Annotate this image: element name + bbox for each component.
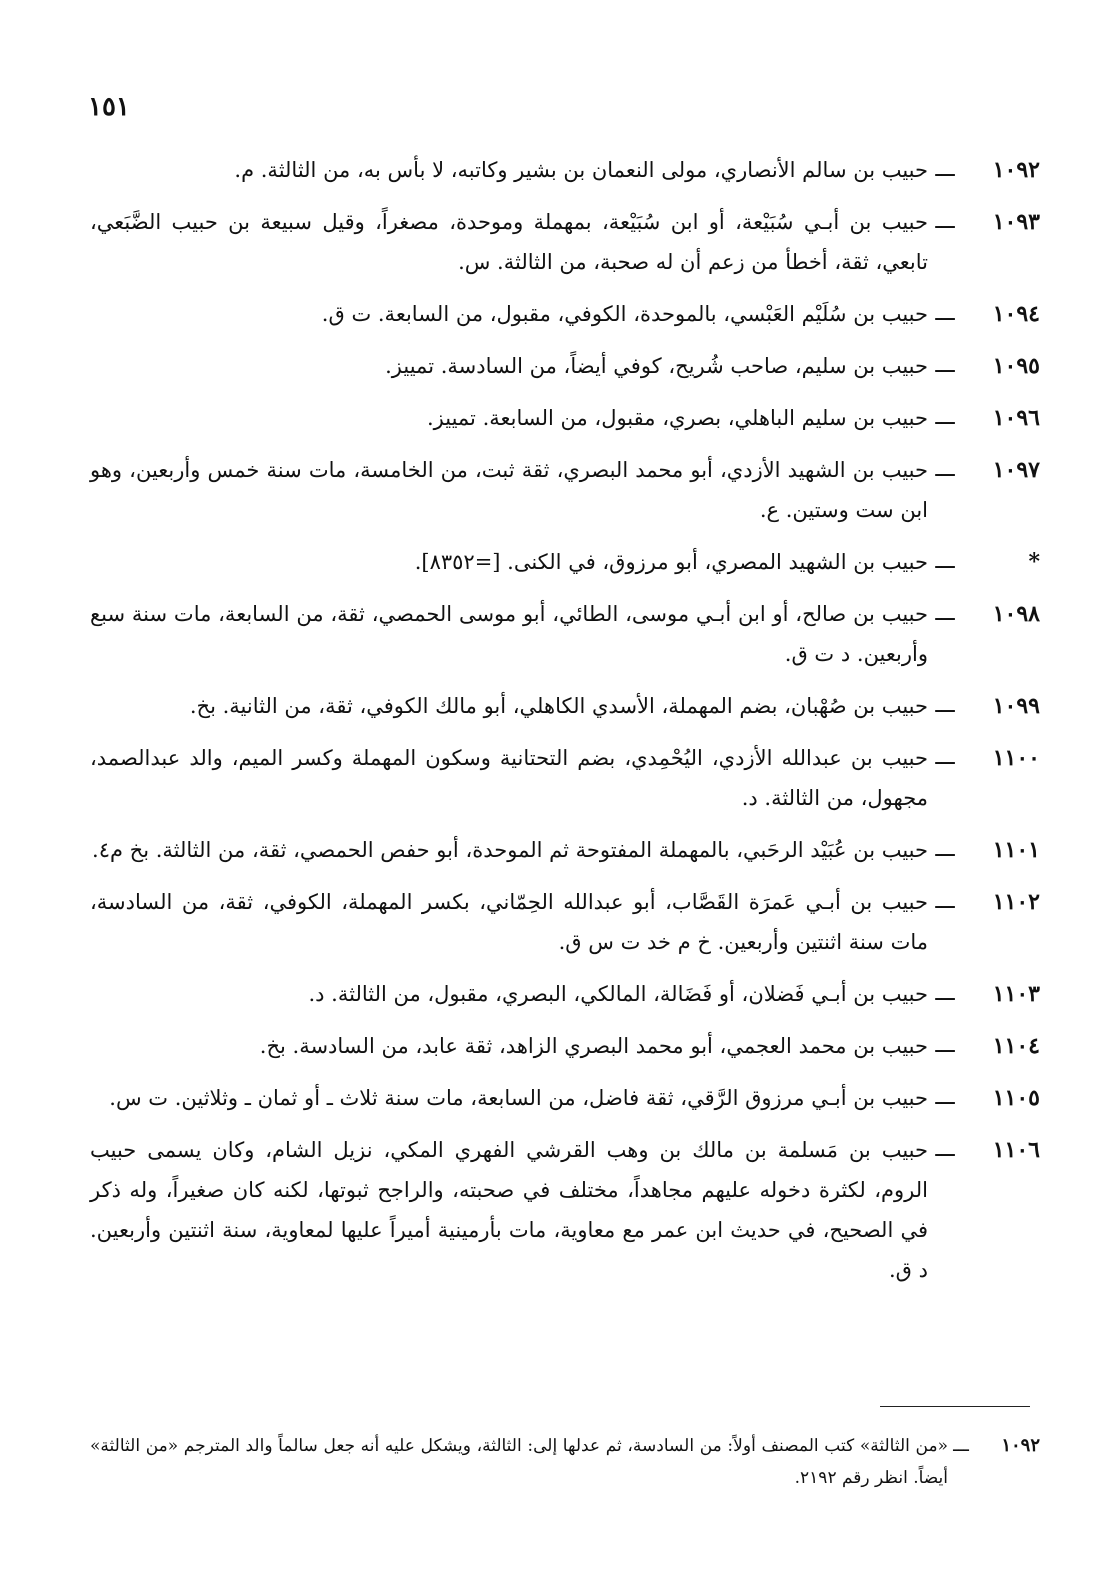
entry-star-cross-reference xyxy=(90,542,1040,582)
entry-dash: ـــ xyxy=(935,889,955,914)
entry-1101 xyxy=(90,830,1040,870)
entry-number: ١٠٩٦ xyxy=(992,405,1040,431)
entry-number: ١٠٩٢ xyxy=(992,157,1040,183)
entry-1104 xyxy=(90,1026,1040,1066)
entry-1096 xyxy=(90,398,1040,438)
entry-text: حبيب بن صالح، أو ابن أبـي موسى، الطائي، أبو موسى الحمصي، ثقة، من السابعة، مات سنة سبع وأربعين. د ت ق. xyxy=(90,602,928,666)
entry-dash: ـــ xyxy=(935,157,955,182)
entry-dash: ـــ xyxy=(935,1085,955,1110)
entry-text: حبيب بن أبـي مرزوق الرَّقي، ثقة فاضل، من السابعة، مات سنة ثلاث ـ أو ثمان ـ وثلاثين. ت س. xyxy=(109,1086,928,1110)
entry-dash: ـــ xyxy=(935,405,955,430)
entry-dash: ـــ xyxy=(935,745,955,770)
entry-dash: ـــ xyxy=(935,301,955,326)
entry-number: ١٠٩٣ xyxy=(992,209,1040,235)
entry-text: حبيب بن صُهْبان، بضم المهملة، الأسدي الكاهلي، أبو مالك الكوفي، ثقة، من الثانية. بخ. xyxy=(189,694,928,718)
entry-1095 xyxy=(90,346,1040,386)
entry-number: ١١٠٥ xyxy=(992,1085,1040,1111)
entry-1098 xyxy=(90,594,1040,674)
entry-dash: ـــ xyxy=(935,549,955,574)
entry-1099 xyxy=(90,686,1040,726)
entry-number: ١٠٩٩ xyxy=(992,693,1040,719)
entry-number: ١٠٩٧ xyxy=(992,457,1040,483)
entry-text: حبيب بن سليم، صاحب شُريح، كوفي أيضاً، من السادسة. تمييز. xyxy=(385,354,928,378)
entry-1093 xyxy=(90,202,1040,282)
entry-number: ١٠٩٤ xyxy=(992,301,1040,327)
entry-1102 xyxy=(90,882,1040,962)
entry-text: حبيب بن سُلَيْم العَبْسي، بالموحدة، الكوفي، مقبول، من السابعة. ت ق. xyxy=(321,302,928,326)
entry-text: حبيب بن أبـي سُبَيْعة، أو ابن سُبَيْعة، بمهملة وموحدة، مصغراً، وقيل سبيعة بن حبيب الضَّبَعي، تابعي، ثقة، أخطأ من زعم أن له صحبة، من الثالثة. س. xyxy=(90,210,928,274)
entry-text: حبيب بن الشهيد الأزدي، أبو محمد البصري، ثقة ثبت، من الخامسة، مات سنة خمس وأربعين، وهو ابن ست وستين. ع. xyxy=(90,458,928,522)
entry-number: ١١٠٢ xyxy=(992,889,1040,915)
entry-text: حبيب بن سالم الأنصاري، مولى النعمان بن بشير وكاتبه، لا بأس به، من الثالثة. م. xyxy=(234,158,928,182)
entry-text: حبيب بن أبـي عَمرَة القَصَّاب، أبو عبدالله الحِمّاني، بكسر المهملة، الكوفي، ثقة، من السادسة، مات سنة اثنتين وأربعين. خ م خد ت س ق. xyxy=(90,890,928,954)
entry-1103 xyxy=(90,974,1040,1014)
entry-1092 xyxy=(90,150,1040,190)
entry-text: حبيب بن الشهيد المصري، أبو مرزوق، في الكنى. [=٨٣٥٢]. xyxy=(414,550,928,574)
footnote-dash: ـــ xyxy=(953,1435,969,1456)
entry-number: ١٠٩٨ xyxy=(992,601,1040,627)
entry-dash: ـــ xyxy=(935,693,955,718)
entry-text: حبيب بن محمد العجمي، أبو محمد البصري الزاهد، ثقة عابد، من السادسة. بخ. xyxy=(259,1034,928,1058)
entry-dash: ـــ xyxy=(935,1137,955,1162)
entry-star-marker: * xyxy=(1028,549,1040,575)
entry-dash: ـــ xyxy=(935,601,955,626)
entry-number: ١١٠١ xyxy=(992,837,1040,863)
entry-number: ١١٠٣ xyxy=(992,981,1040,1007)
footnote-number: ١٠٩٢ xyxy=(1001,1435,1040,1456)
entry-text: حبيب بن أبـي فَضلان، أو فَضَالة، المالكي، البصري، مقبول، من الثالثة. د. xyxy=(308,982,928,1006)
entry-1105 xyxy=(90,1078,1040,1118)
entry-dash: ـــ xyxy=(935,457,955,482)
entry-text: حبيب بن عُبَيْد الرحَبي، بالمهملة المفتوحة ثم الموحدة، أبو حفص الحمصي، ثقة، من الثالثة. بخ م٤. xyxy=(92,838,928,862)
footnote-text: «من الثالثة» كتب المصنف أولاً: من السادسة، ثم عدلها إلى: الثالثة، ويشكل عليه أنه جعل سالماً والد المترجم «من الثالثة» أيضاً. انظر رقم ٢١٩٢. xyxy=(90,1436,948,1488)
footnote xyxy=(90,1430,1040,1494)
entry-text: حبيب بن مَسلمة بن مالك بن وهب القرشي الفهري المكي، نزيل الشام، وكان يسمى حبيب الروم، لكثرة دخوله عليهم مجاهداً، مختلف في صحبته، والراجح ثبوتها، لكنه كان صغيراً، وله ذكر في الصحيح، في حديث ابن عمر مع معاوية، مات بأرمينية أميراً عليها لمعاوية، سنة اثنتين وأربعين. د ق. xyxy=(90,1138,928,1282)
entry-1097 xyxy=(90,450,1040,530)
entry-number: ١١٠٤ xyxy=(992,1033,1040,1059)
biography-entries xyxy=(90,150,1040,1302)
entry-number: ١١٠٦ xyxy=(992,1137,1040,1163)
footnote-divider xyxy=(880,1406,1030,1407)
page-number: ١٥١ xyxy=(88,92,130,122)
entry-text: حبيب بن سليم الباهلي، بصري، مقبول، من السابعة. تمييز. xyxy=(426,406,928,430)
entry-dash: ـــ xyxy=(935,837,955,862)
entry-dash: ـــ xyxy=(935,353,955,378)
entry-1094 xyxy=(90,294,1040,334)
entry-dash: ـــ xyxy=(935,209,955,234)
entry-text: حبيب بن عبدالله الأزدي، اليُحْمِدي، بضم التحتانية وسكون المهملة وكسر الميم، والد عبدالصمد، مجهول، من الثالثة. د. xyxy=(90,746,928,810)
entry-number: ١١٠٠ xyxy=(992,745,1040,771)
entry-number: ١٠٩٥ xyxy=(992,353,1040,379)
entry-dash: ـــ xyxy=(935,1033,955,1058)
entry-1106 xyxy=(90,1130,1040,1290)
entry-1100 xyxy=(90,738,1040,818)
entry-dash: ـــ xyxy=(935,981,955,1006)
